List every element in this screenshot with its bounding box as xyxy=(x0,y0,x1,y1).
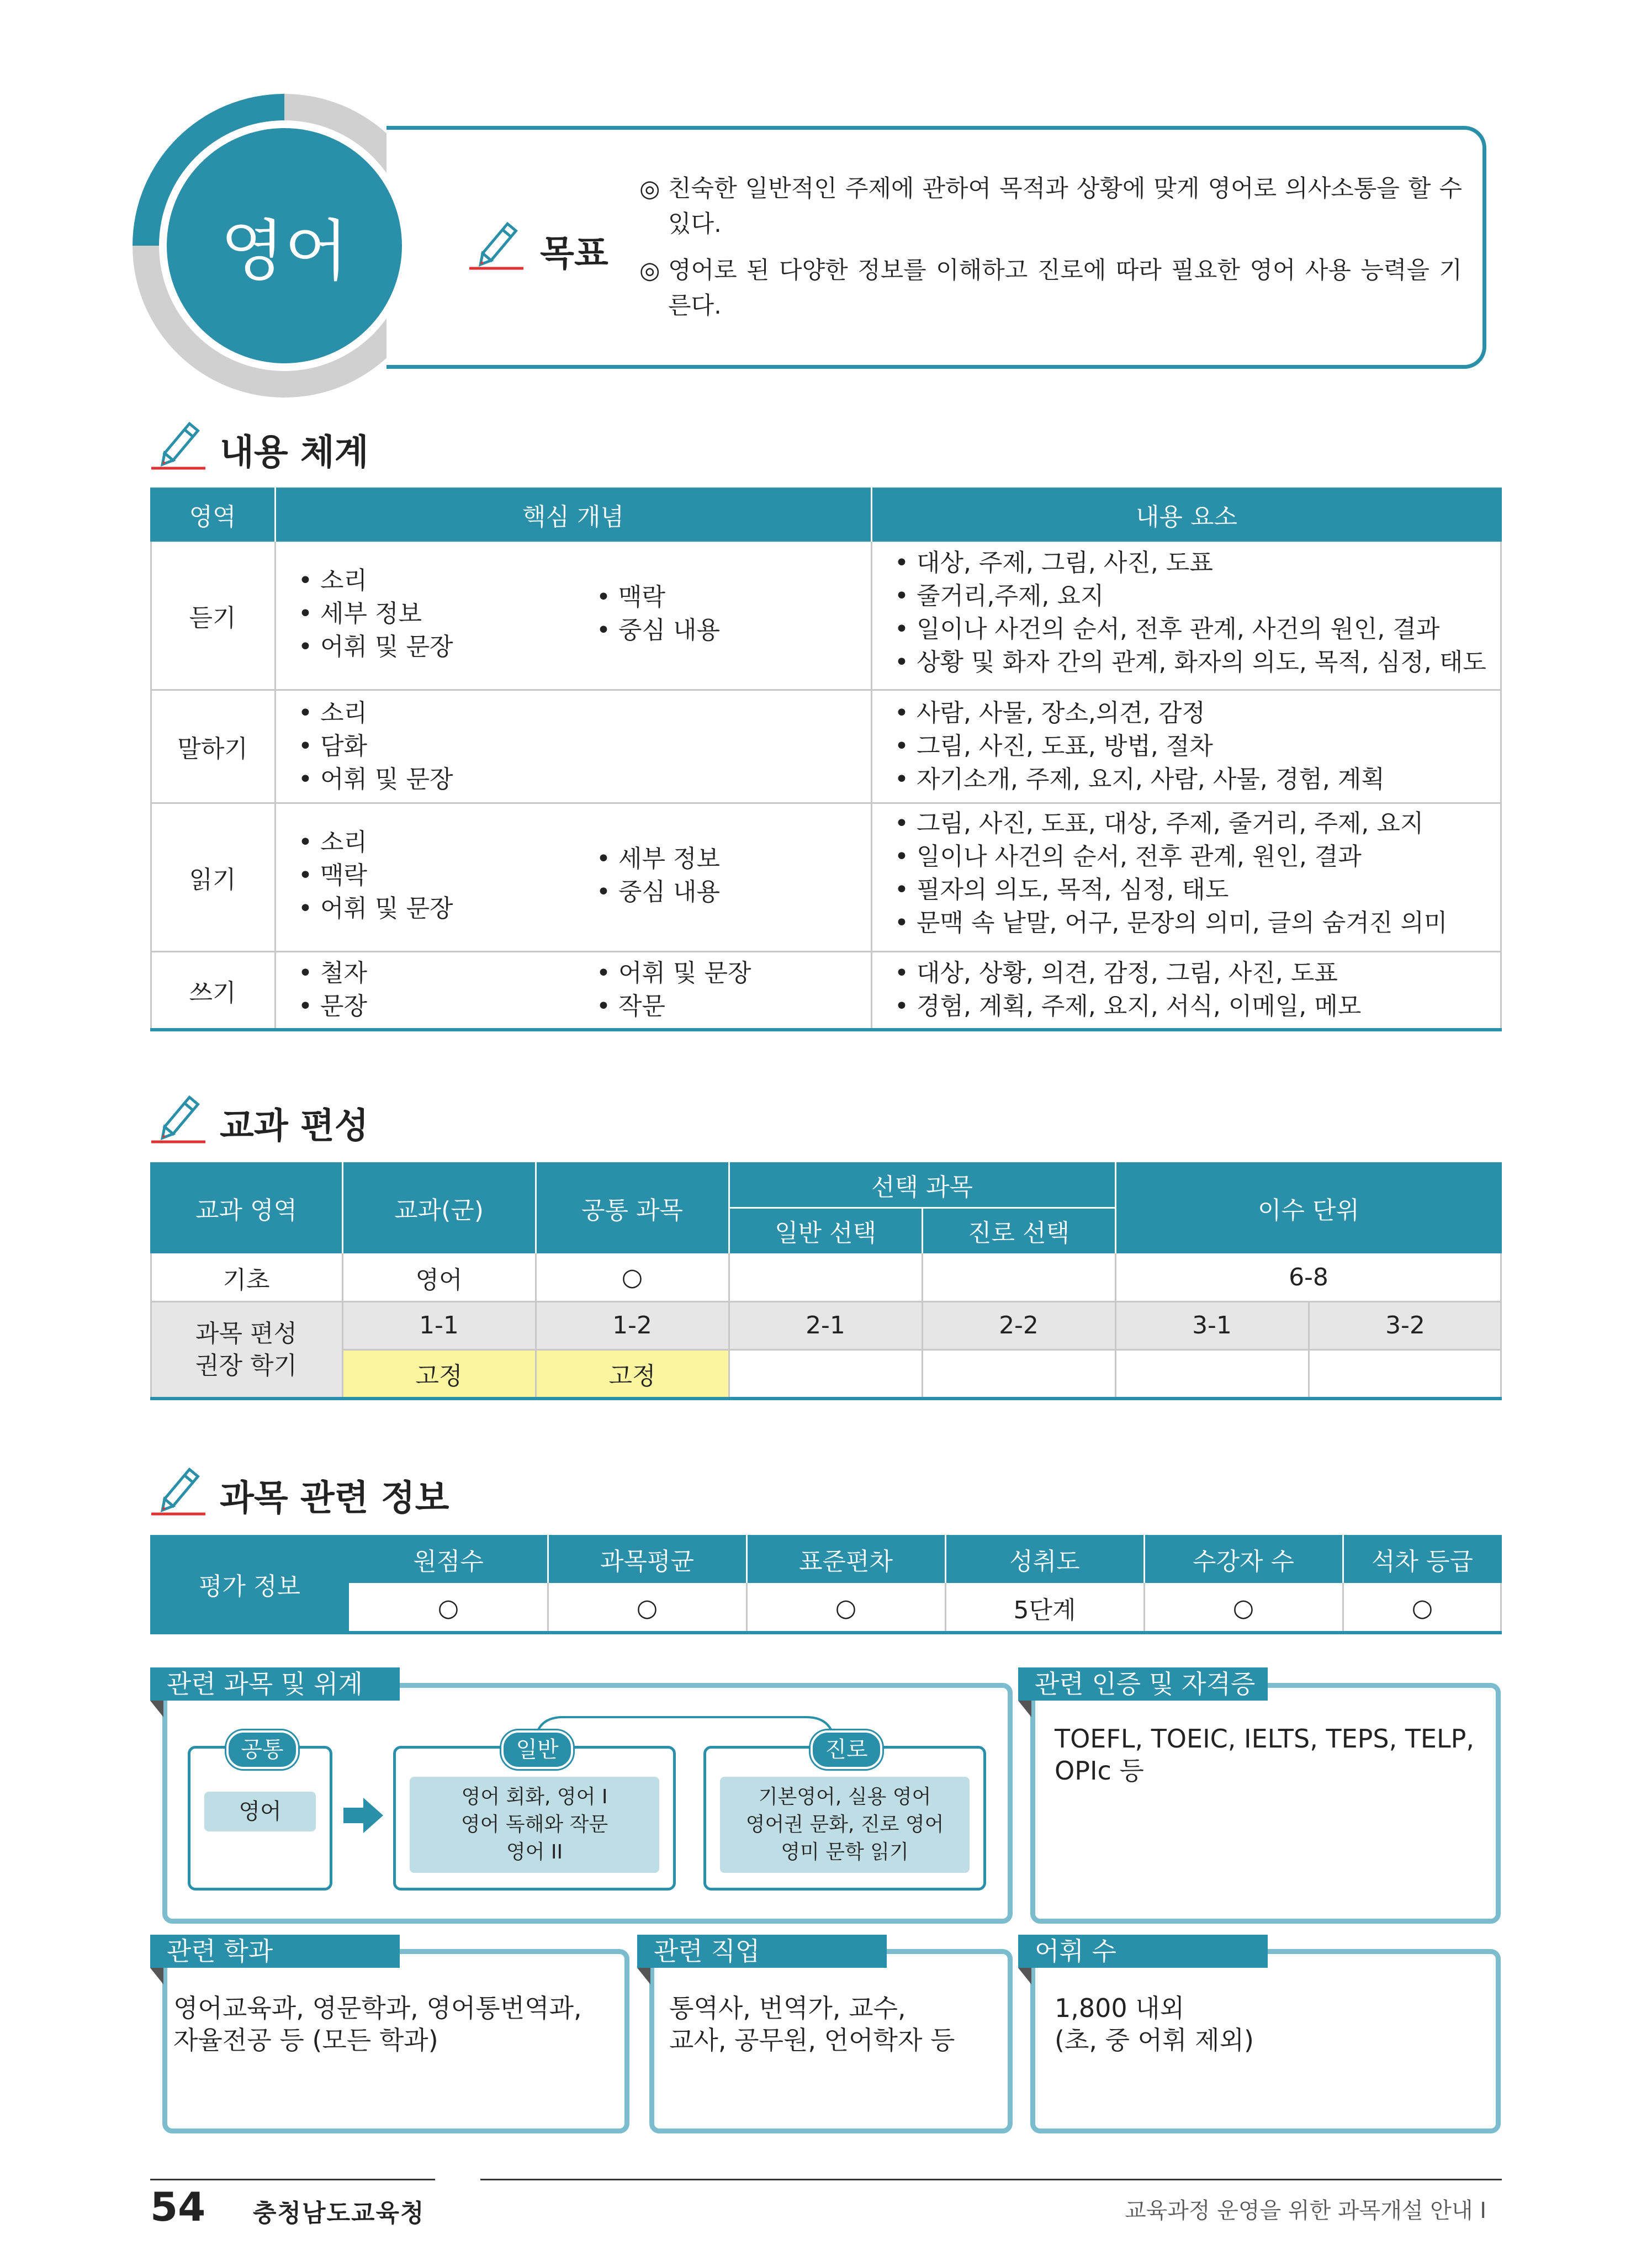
eval-value: ○ xyxy=(437,1593,459,1622)
section-title-curriculum: 교과 편성 xyxy=(220,1106,369,1147)
cert-text: TOEFL, TOEIC, IELTS, TEPS, TELP, OPIc 등 xyxy=(1055,1724,1474,1786)
career-pill: 진로 xyxy=(811,1730,882,1769)
goal-item: ◎ 친숙한 일반적인 주제에 관하여 목적과 상황에 맞게 영어로 의사소통을 할 수 있다. xyxy=(639,175,1462,238)
cell-foundation: 기초 xyxy=(223,1265,270,1294)
concepts-writing-a: • 철자 • 문장 xyxy=(298,957,367,1023)
dept-text: 영어교육과, 영문학과, 영어통번역과, 자율전공 등 (모든 학과) xyxy=(173,1993,582,2055)
eval-value: ○ xyxy=(1411,1593,1433,1622)
cell-units: 6-8 xyxy=(1289,1263,1328,1291)
connector-line xyxy=(530,1712,839,1756)
concepts-listening-b: • 맥락 • 중심 내용 xyxy=(596,581,720,647)
cell-english: 영어 xyxy=(415,1265,463,1294)
header-core-concept: 핵심 개념 xyxy=(522,503,624,531)
header-subject-group: 교과(군) xyxy=(394,1196,484,1225)
subject-title: 영어 xyxy=(167,128,402,363)
semester-status xyxy=(1115,1349,1309,1398)
pencil-icon xyxy=(150,1089,211,1144)
cell-recommended-semester: 과목 편성 권장 학기 xyxy=(150,1301,342,1398)
area-listening: 듣기 xyxy=(189,603,236,632)
footer-title: 교육과정 운영을 위한 과목개설 안내 I xyxy=(1125,2198,1486,2223)
concepts-listening-a: • 소리 • 세부 정보 • 어휘 및 문장 xyxy=(298,564,453,664)
header-area: 영역 xyxy=(189,503,236,531)
elements-speaking: • 사람, 사물, 장소,의견, 감정 • 그림, 사진, 도표, 방법, 절차 • 자기소개, 주제, 요지, 사람, 사물, 경험, 계획 xyxy=(894,697,1385,796)
semester-status-fixed: 고정 xyxy=(342,1349,536,1398)
eval-header: 원점수 xyxy=(413,1547,484,1576)
footer-rule-right xyxy=(480,2179,1502,2180)
semester-label: 1-1 xyxy=(419,1311,459,1339)
semester-label: 1-2 xyxy=(612,1311,652,1339)
related-dept-tag: 관련 학과 xyxy=(150,1935,400,1968)
footer-org: 충청남도교육청 xyxy=(253,2199,425,2227)
goal-item: ◎ 영어로 된 다양한 정보를 이해하고 진로에 따라 필요한 영어 사용 능력을 기른다. xyxy=(639,257,1462,320)
eval-header: 수강자 수 xyxy=(1192,1547,1294,1576)
career-subjects: 기본영어, 실용 영어 영어권 문화, 진로 영어 영미 문학 읽기 xyxy=(720,1777,970,1873)
eval-value: ○ xyxy=(1232,1593,1254,1622)
header-credit-units: 이수 단위 xyxy=(1257,1196,1359,1225)
semester-status xyxy=(1309,1349,1502,1398)
header-general-elective: 일반 선택 xyxy=(774,1219,876,1247)
concepts-reading-a: • 소리 • 맥락 • 어휘 및 문장 xyxy=(298,826,453,925)
eval-label: 평가 정보 xyxy=(150,1535,349,1633)
related-cert-box xyxy=(1030,1683,1501,1924)
semester-status xyxy=(729,1349,922,1398)
arrow-right-icon xyxy=(343,1798,383,1833)
pencil-icon xyxy=(150,1461,211,1516)
eval-header: 석차 등급 xyxy=(1371,1547,1473,1576)
area-speaking: 말하기 xyxy=(177,735,248,763)
eval-value: 5단계 xyxy=(1013,1596,1076,1624)
cell-general-elective xyxy=(729,1253,922,1301)
general-subjects: 영어 회화, 영어 I 영어 독해와 작문 영어 II xyxy=(410,1777,659,1873)
semester-label: 3-2 xyxy=(1385,1311,1425,1339)
job-text: 통역사, 번역가, 교수, 교사, 공무원, 언어학자 등 xyxy=(669,1993,955,2055)
cell-career-elective xyxy=(922,1253,1115,1301)
related-cert-tag: 관련 인증 및 자격증 xyxy=(1018,1667,1268,1701)
header-career-elective: 진로 선택 xyxy=(967,1219,1069,1247)
elements-reading: • 그림, 사진, 도표, 대상, 주제, 줄거리, 주제, 요지 • 일이나 사건의 순서, 전후 관계, 원인, 결과 • 필자의 의도, 목적, 심정, 태도 • 문맥 속 낱말, 어구, 문장의 의미, 글의 숨겨진 의미 xyxy=(894,807,1447,940)
general-pill: 일반 xyxy=(501,1730,573,1769)
eval-value: ○ xyxy=(636,1593,658,1622)
cell-common-mark: ○ xyxy=(621,1263,643,1291)
semester-label: 2-1 xyxy=(806,1311,845,1339)
section-title-content-system: 내용 체계 xyxy=(220,432,369,473)
page-number: 54 xyxy=(150,2184,206,2230)
pencil-icon xyxy=(468,215,529,271)
eval-header: 표준편차 xyxy=(798,1547,893,1576)
related-hierarchy-tag: 관련 과목 및 위계 xyxy=(150,1667,400,1701)
area-writing: 쓰기 xyxy=(189,978,236,1007)
semester-status xyxy=(922,1349,1115,1398)
semester-label: 3-1 xyxy=(1192,1311,1232,1339)
common-subject: 영어 xyxy=(204,1792,316,1831)
concepts-writing-b: • 어휘 및 문장 • 작문 xyxy=(596,957,751,1023)
area-reading: 읽기 xyxy=(189,866,236,894)
related-job-tag: 관련 직업 xyxy=(637,1935,887,1968)
goal-label: 목표 xyxy=(540,234,608,274)
elements-writing: • 대상, 상황, 의견, 감정, 그림, 사진, 도표 • 경험, 계획, 주제, 요지, 서식, 이메일, 메모 xyxy=(894,957,1361,1023)
elements-listening: • 대상, 주제, 그림, 사진, 도표 • 줄거리,주제, 요지 • 일이나 사건의 순서, 전후 관계, 사건의 원인, 결과 • 상황 및 화자 간의 관계, 화자의 의도, 목적, 심정, 태도 xyxy=(894,547,1486,679)
header-subject-area: 교과 영역 xyxy=(195,1196,297,1225)
eval-header: 과목평균 xyxy=(600,1547,694,1576)
related-vocab-tag: 어휘 수 xyxy=(1018,1935,1268,1968)
header-content-element: 내용 요소 xyxy=(1135,503,1237,531)
concepts-speaking-a: • 소리 • 담화 • 어휘 및 문장 xyxy=(298,697,453,796)
footer-rule-left xyxy=(150,2179,435,2180)
eval-header: 성취도 xyxy=(1009,1547,1080,1576)
concepts-reading-b: • 세부 정보 • 중심 내용 xyxy=(596,843,720,909)
common-pill: 공통 xyxy=(226,1730,298,1769)
semester-status-fixed: 고정 xyxy=(536,1349,729,1398)
section-title-subject-info: 과목 관련 정보 xyxy=(220,1478,449,1519)
semester-label: 2-2 xyxy=(999,1311,1039,1339)
eval-value: ○ xyxy=(835,1593,857,1622)
pencil-icon xyxy=(150,415,211,470)
vocab-text: 1,800 내외 (초, 중 어휘 제외) xyxy=(1055,1993,1254,2055)
header-elective-course: 선택 과목 xyxy=(871,1173,973,1201)
header-common-course: 공통 과목 xyxy=(581,1196,683,1225)
